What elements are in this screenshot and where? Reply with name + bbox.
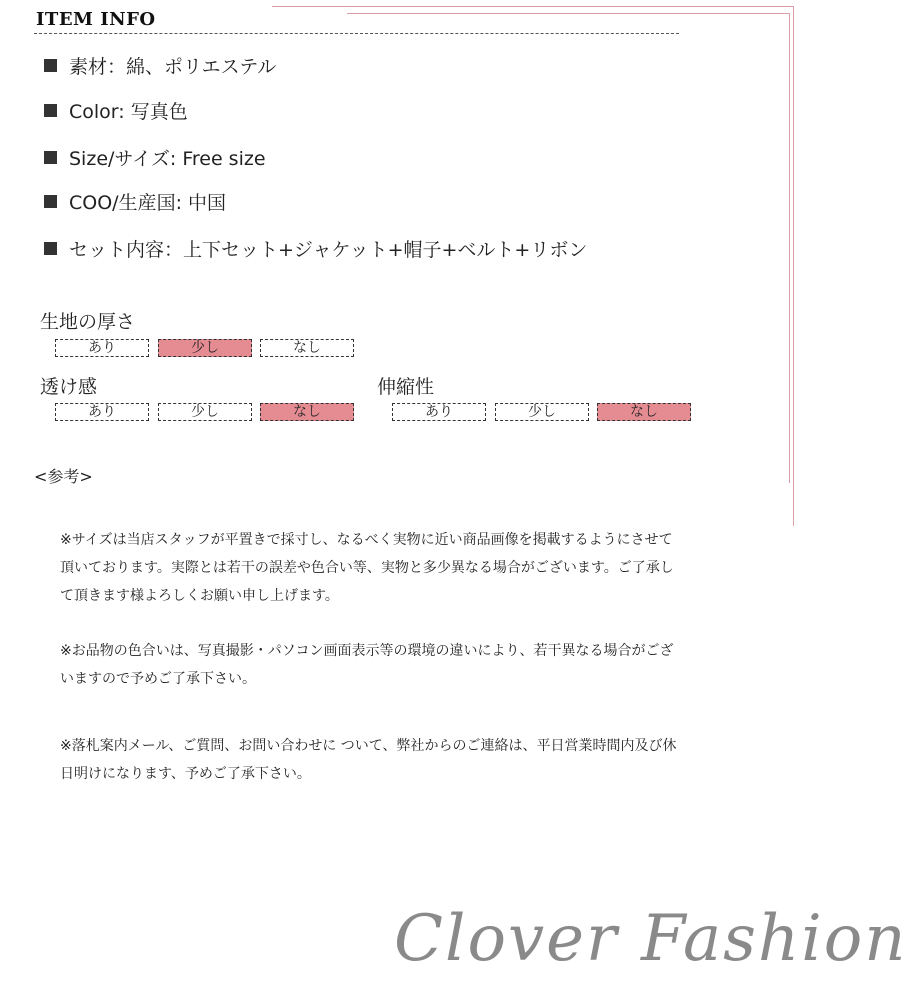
section-title: ITEM INFO	[36, 9, 156, 30]
spec-item-origin	[44, 188, 226, 215]
brand-logo: Clover Fashion	[394, 902, 907, 976]
spec-text: Size/サイズ: Free size	[69, 148, 266, 170]
spec-text: Color: 写真色	[69, 101, 188, 123]
square-bullet-icon	[44, 242, 57, 255]
spec-item-color	[44, 97, 188, 124]
scale-option: あり	[392, 403, 486, 421]
scale-option: 少し	[495, 403, 589, 421]
square-bullet-icon	[44, 59, 57, 72]
title-divider	[34, 33, 679, 34]
spec-text: COO/生産国: 中国	[69, 192, 227, 214]
scale-option: あり	[55, 339, 149, 357]
scale-option: なし	[260, 339, 354, 357]
reference-heading: <参考>	[34, 467, 93, 486]
scale-option: あり	[55, 403, 149, 421]
spec-item-set-contents	[44, 235, 587, 262]
spec-text: 素材：綿、ポリエステル	[69, 56, 277, 78]
scale-option: 少し	[158, 403, 252, 421]
decorative-frame-line	[789, 13, 790, 483]
note-sizing: ※サイズは当店スタッフが平置きで採寸し、なるべく実物に近い商品画像を掲載するようにさせて頂いております。実際とは若干の誤差や色合い等、実物と多少異なる場合がございます。ご了承して頂きます様よろしくお願い申し上げます。	[60, 532, 674, 604]
note-contact: ※落札案内メール、ご質問、お問い合わせに ついて、弊社からのご連絡は、平日営業時間内及び休日明けになります、予めご了承下さい。	[60, 738, 677, 782]
scale-option: 少し	[158, 339, 252, 357]
scale-option: なし	[597, 403, 691, 421]
scale-option: なし	[260, 403, 354, 421]
square-bullet-icon	[44, 151, 57, 164]
square-bullet-icon	[44, 104, 57, 117]
thickness-label: 生地の厚さ	[40, 311, 136, 333]
decorative-frame-line	[272, 6, 794, 7]
spec-item-material	[44, 52, 276, 79]
note-color: ※お品物の色合いは、写真撮影・パソコン画面表示等の環境の違いにより、若干異なる場合がございますので予めご了承下さい。	[60, 643, 674, 687]
spec-text: セット内容：上下セット+ジャケット+帽子+ベルト+リボン	[69, 239, 588, 261]
decorative-frame-line	[793, 6, 794, 526]
spec-item-size	[44, 144, 266, 171]
decorative-frame-line	[347, 13, 790, 14]
sheerness-label: 透け感	[40, 376, 98, 398]
stretch-label: 伸縮性	[377, 376, 435, 398]
square-bullet-icon	[44, 195, 57, 208]
